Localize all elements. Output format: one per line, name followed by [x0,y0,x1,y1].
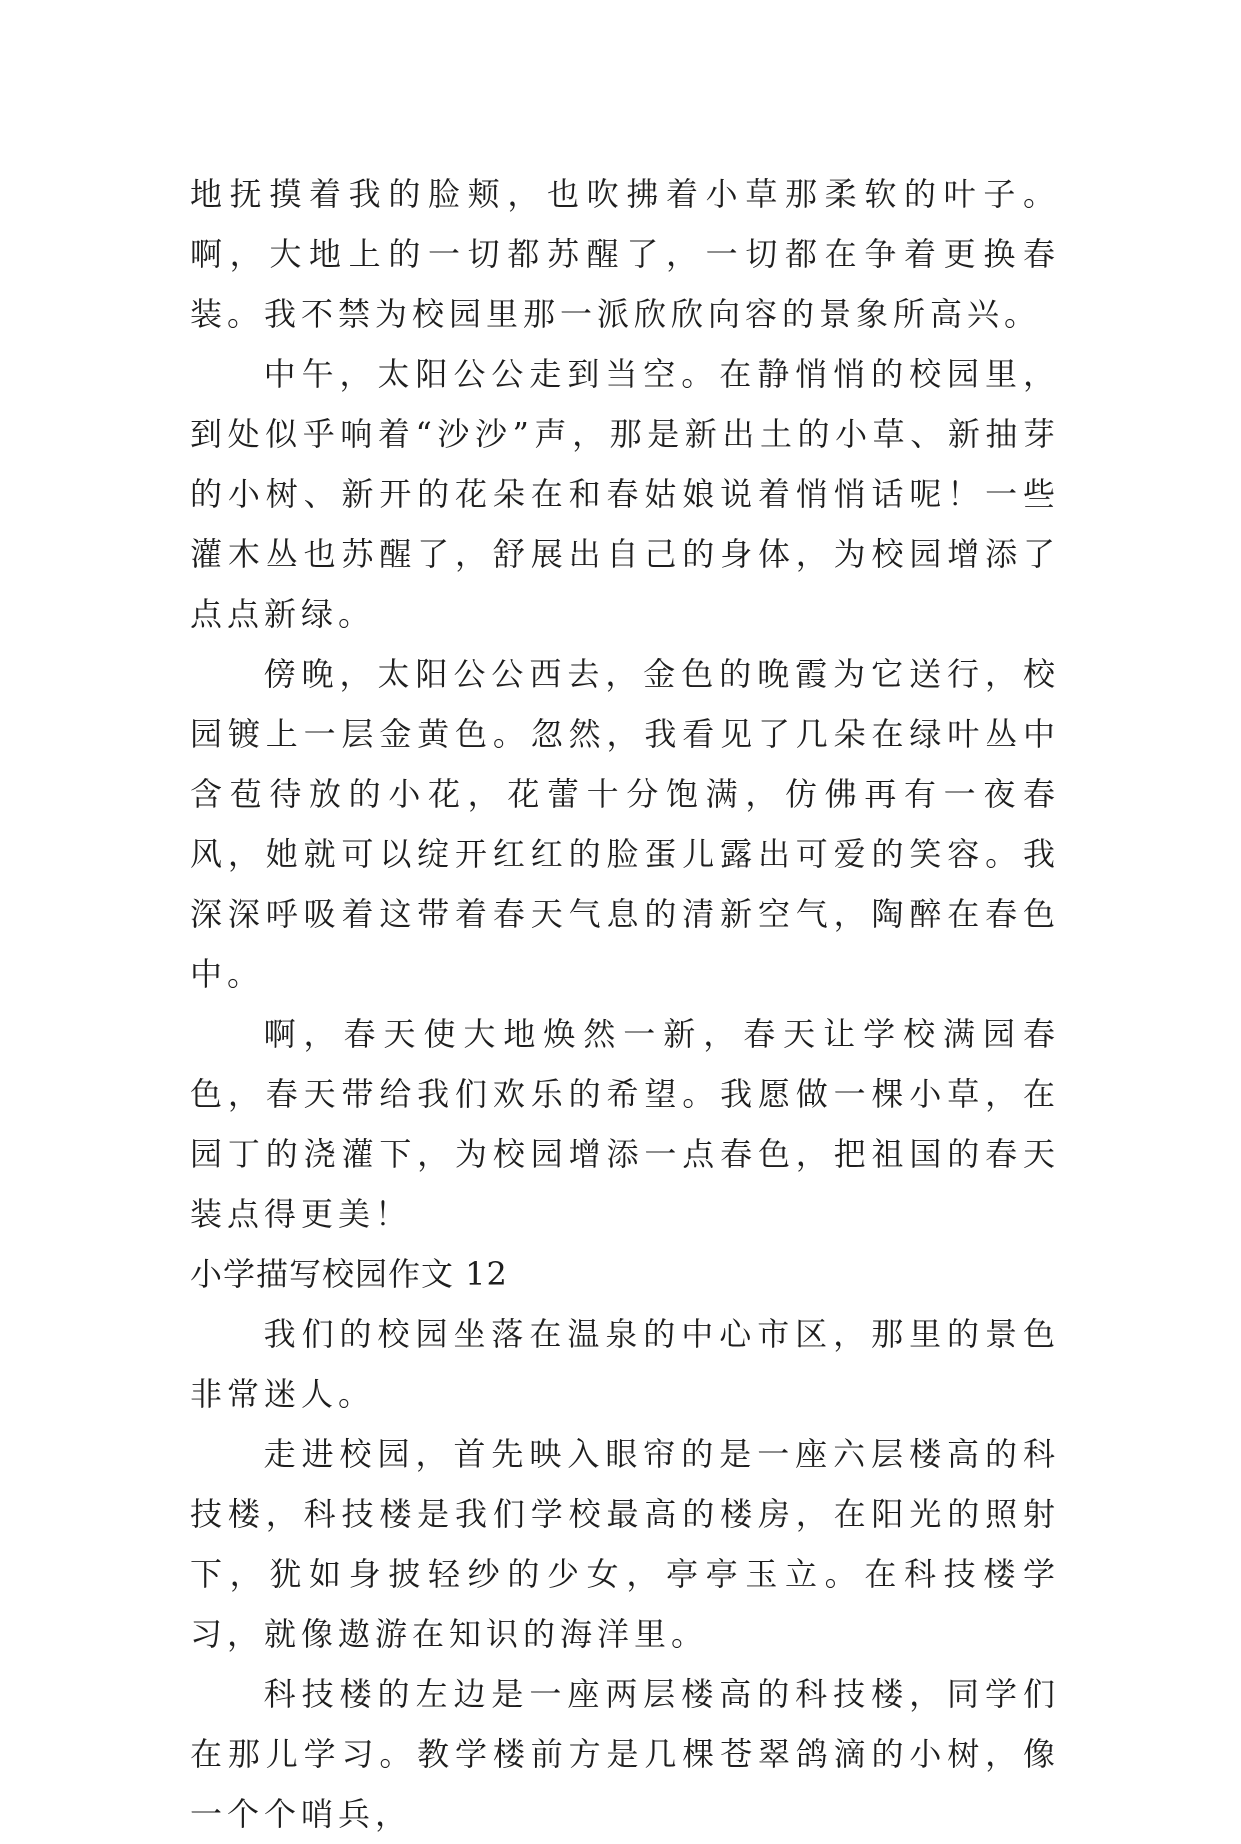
paragraph-left-building: 科技楼的左边是一座两层楼高的科技楼，同学们在那儿学习。教学楼前方是几棵苍翠鸽滴的小树，像一个个哨兵， [190,1675,1060,1833]
section-title: 小学描写校园作文 12 [190,1255,508,1293]
paragraph-intro: 我们的校园坐落在温泉的中心市区，那里的景色非常迷人。 [190,1315,1060,1413]
paragraph-noon: 中午，太阳公公走到当空。在静悄悄的校园里，到处似乎响着“沙沙”声，那是新出土的小草、新抽芽的小树、新开的花朵在和春姑娘说着悄悄话呢！一些灌木丛也苏醒了，舒展出自己的身体，为校园增添了点点新绿。 [190,355,1060,633]
paragraph-continued: 地抚摸着我的脸颊，也吹拂着小草那柔软的叶子。啊，大地上的一切都苏醒了，一切都在争着更换春装。我不禁为校园里那一派欣欣向容的景象所高兴。 [190,175,1060,333]
document-body [190,164,1060,1844]
paragraph-tech-building: 走进校园，首先映入眼帘的是一座六层楼高的科技楼，科技楼是我们学校最高的楼房，在阳光的照射下，犹如身披轻纱的少女，亭亭玉立。在科技楼学习，就像遨游在知识的海洋里。 [190,1435,1060,1653]
paragraph-conclusion: 啊，春天使大地焕然一新，春天让学校满园春色，春天带给我们欢乐的希望。我愿做一棵小草，在园丁的浇灌下，为校园增添一点春色，把祖国的春天装点得更美！ [190,1015,1060,1233]
paragraph-evening: 傍晚，太阳公公西去，金色的晚霞为它送行，校园镀上一层金黄色。忽然，我看见了几朵在绿叶丛中含苞待放的小花，花蕾十分饱满，仿佛再有一夜春风，她就可以绽开红红的脸蛋儿露出可爱的笑容。我深深呼吸着这带着春天气息的清新空气，陶醉在春色中。 [190,655,1060,993]
